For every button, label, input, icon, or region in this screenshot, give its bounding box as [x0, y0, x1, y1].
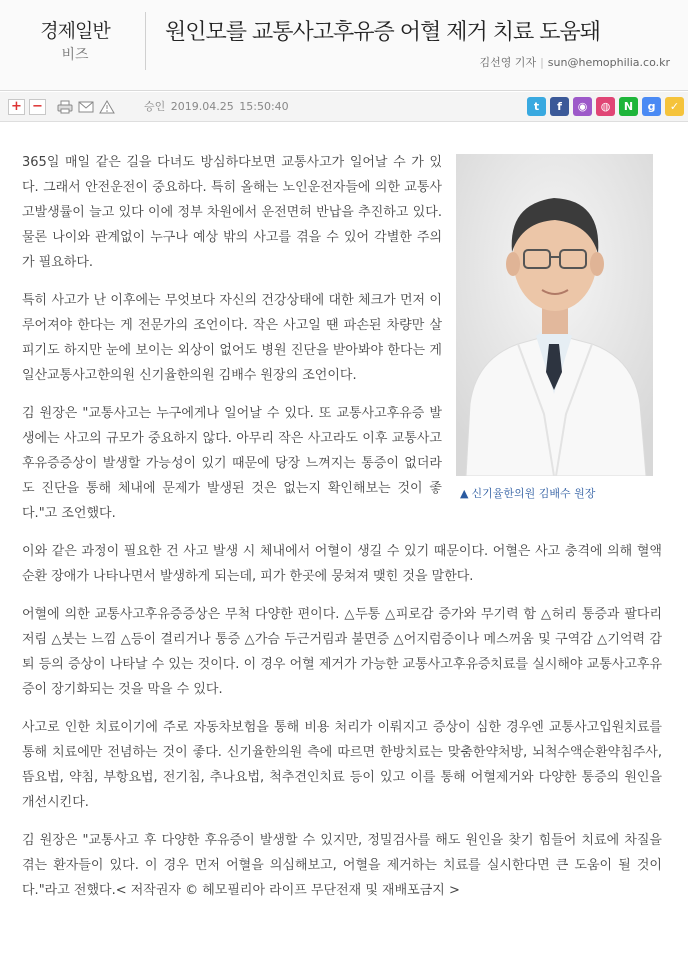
article-header	[0, 0, 688, 91]
section-main-label[interactable]: 경제일반	[40, 20, 110, 42]
approve-time: 15:50:40	[239, 100, 289, 113]
naver-icon[interactable]: N	[619, 97, 638, 116]
print-icon[interactable]	[57, 100, 73, 114]
googleplus-icon[interactable]: g	[642, 97, 661, 116]
twitter-icon[interactable]: t	[527, 97, 546, 116]
section-label	[16, 18, 134, 66]
approve-label: 승인	[144, 100, 166, 113]
byline	[479, 56, 670, 70]
email-icon[interactable]	[78, 100, 94, 114]
section-sub-label[interactable]: 비즈	[61, 47, 89, 63]
mypeople-icon[interactable]: ✓	[665, 97, 684, 116]
article-toolbar	[0, 92, 688, 122]
me2day-icon[interactable]: ◍	[596, 97, 615, 116]
article-paragraph: 어혈에 의한 교통사고후유증증상은 무척 다양한 편이다. △두통 △피로감 증가와 무기력 함 △허리 통증과 팔다리 저림 △붓는 느낌 △등이 결리거나 통증 △가슴 두근거림과 불면증 △어지럼증이나 메스꺼움 및 구역감 △기억력 감퇴 등의 증상이 나타날 수 있는 것이다. 이 경우 어혈 제거가 가능한 교통사고후유증치료를 실시해야 교통사고후유증이 장기화되는 것을 막을 수 있다.	[22, 607, 662, 697]
approval-timestamp	[142, 100, 289, 114]
header-divider	[145, 12, 146, 70]
facebook-icon[interactable]: f	[550, 97, 569, 116]
font-increase-button[interactable]: +	[8, 99, 25, 115]
article-paragraph: 이와 같은 과정이 필요한 건 사고 발생 시 체내에서 어혈이 생길 수 있기 때문이다. 어혈은 사고 충격에 의해 혈액순환 장애가 나타나면서 발생하게 되는데, 피가 한곳에 뭉쳐져 맺힌 것을 말한다.	[22, 544, 662, 584]
article-body	[22, 150, 662, 916]
kakaostory-icon[interactable]: ◉	[573, 97, 592, 116]
byline-separator: |	[540, 56, 544, 69]
article-title: 원인모를 교통사고후유증 어혈 제거 치료 도움돼	[165, 20, 601, 45]
caption-triangle-icon: ▲	[460, 487, 469, 500]
article-paragraph: 365일 매일 같은 길을 다녀도 방심하다보면 교통사고가 일어날 수 가 있다. 그래서 안전운전이 중요하다. 특히 올해는 노인운전자들에 의한 교통사고발생률이 늘고 있다 이에 정부 차원에서 운전면허 반납을 추진하고 있다. 물론 나이와 관계없이 누구나 예상 밖의 사고를 겪을 수 있어 각별한 주의가 필요하다.	[22, 155, 442, 270]
font-decrease-button[interactable]: −	[29, 99, 46, 115]
article-paragraph: 특히 사고가 난 이후에는 무엇보다 자신의 건강상태에 대한 체크가 먼저 이루어져야 한다는 게 전문가의 조언이다. 작은 사고일 땐 파손된 차량만 살피기도 하지만 눈에 보이는 외상이 없어도 병원 진단을 받아봐야 한다는 게 일산교통사고한의원 신기율한의원 김배수 원장의 조언이다.	[22, 293, 442, 383]
report-icon[interactable]	[99, 100, 115, 114]
article-paragraph: 사고로 인한 치료이기에 주로 자동차보험을 통해 비용 처리가 이뤄지고 증상이 심한 경우엔 교통사고입원치료를 통해 치료에만 전념하는 것이 좋다. 신기율한의원 측에 따르면 한방치료는 맞춤한약처방, 뇌척수액순환약침주사, 뜸요법, 약침, 부항요법, 전기침, 추나요법, 척추견인치료 등이 있고 이를 통해 어혈제거와 다양한 통증의 원인을 개선시킨다.	[22, 720, 662, 810]
approve-date: 2019.04.25	[170, 100, 234, 113]
author-name: 김선영 기자	[479, 56, 537, 69]
article-paragraph: 김 원장은 "교통사고는 누구에게나 일어날 수 있다. 또 교통사고후유증 발생에는 사고의 규모가 중요하지 않다. 아무리 작은 사고라도 이후 교통사고후유증증상이 발생할 가능성이 있기 때문에 당장 느껴지는 통증이 없더라도 진단을 통해 체내에 문제가 발생된 것은 없는지 확인해보는 것이 좋다."고 조언했다.	[22, 406, 442, 521]
author-email[interactable]: sun@hemophilia.co.kr	[547, 56, 670, 69]
photo-caption-text: 신기율한의원 김배수 원장	[471, 487, 596, 500]
article-paragraph: 김 원장은 "교통사고 후 다양한 후유증이 발생할 수 있지만, 정밀검사를 해도 원인을 찾기 힘들어 치료에 차질을 겪는 환자들이 있다. 이 경우 먼저 어혈을 의심해보고, 어혈을 제거하는 치료를 실시한다면 큰 도움이 될 것이다."라고 전했다.< 저작권자 © 헤모필리아 라이프 무단전재 및 재배포금지 >	[22, 833, 662, 898]
